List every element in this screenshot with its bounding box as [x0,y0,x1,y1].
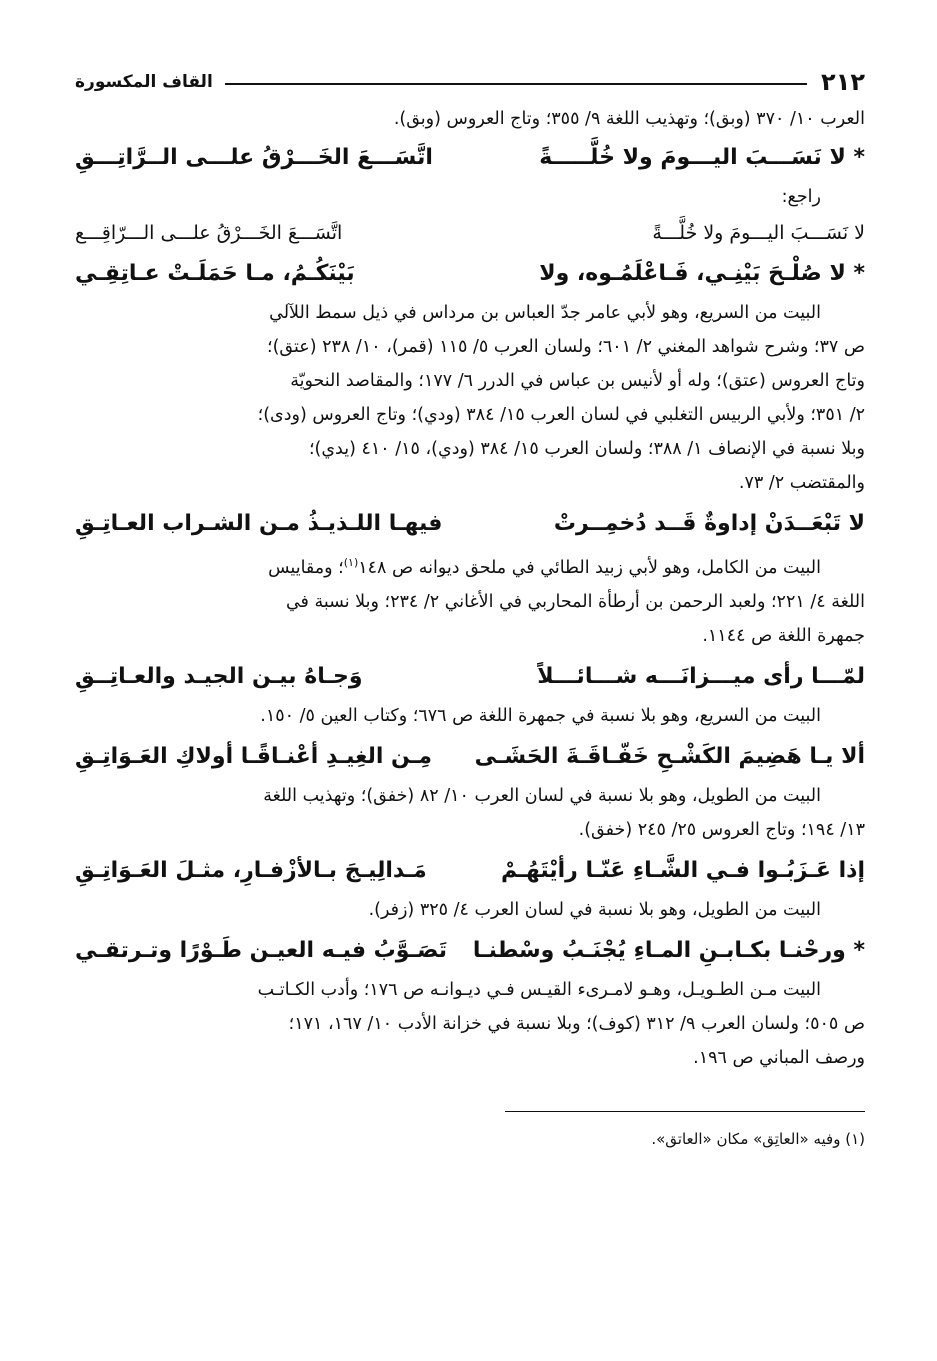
verse-2-first-hemistich: لا نَسَـــبَ اليـــومَ ولا خُلَّـــةً [652,222,865,244]
verse-3-first-hemistich: * لا صُلْـحَ بَيْنِـي، فَـاعْلَمُـوه، ولا [539,261,865,286]
verse-2 [75,214,865,252]
page-header [75,62,865,102]
verse-5-first-hemistich: لمّـــا رأى ميـــزانَـــه شـــائـــلاً [537,663,865,689]
commentary-line: ١٣/ ١٩٤؛ وتاج العروس ٢٥/ ٢٤٥ (خفق). [578,819,865,840]
verse-7 [75,849,865,893]
footnote-marker: (١) [343,556,359,569]
commentary-line [75,546,865,585]
verse-3-second-hemistich: بَيْنَكُـمُ، مـا حَمَلَـتْ عـاتِقِـي [75,261,355,286]
verse-8-first-hemistich: * ورحْنـا بكـابـنِ المـاءِ يُجْنَـبُ وسْطنـا [472,937,865,963]
verse-8 [75,929,865,973]
verse-6 [75,735,865,779]
verse-8-second-hemistich: تَصَـوَّبُ فيـه العيـن طَـوْرًا وتـرتقـي [75,937,448,963]
verse-7-second-hemistich: مَـدالِيـجَ بـالأزْفـارِ، مثـلَ العَـوَاتِـقِ [75,857,427,883]
verse-1-first-hemistich: * لا نَسَـــبَ اليـــومَ ولا خُلَّـــــةً [539,145,865,170]
verse-6-first-hemistich: ألا يـا هَضِيمَ الكَشْـحِ خَفّـاقَـةَ الحَشَـى [474,743,865,769]
commentary-text: البيت من الكامل، وهو لأبي زبيد الطائي في ملحق ديوانه ص ١٤٨ [358,557,821,578]
commentary-line: البيت من الطويل، وهو بلا نسبة في لسان العرب ٤/ ٣٢٥ (زفر). [368,899,821,920]
commentary-line: اللغة ٤/ ٢٢١؛ ولعبد الرحمن بن أرطأة المحاربي في الأغاني ٢/ ٢٣٤؛ وبلا نسبة في [285,591,865,612]
commentary-line: وبلا نسبة في الإنصاف ١/ ٣٨٨؛ ولسان العرب ١٥/ ٣٨٤ (ودي)، ١٥/ ٤١٠ (يدي)؛ [308,439,865,459]
commentary-line: والمقتضب ٢/ ٧٣. [738,473,865,493]
commentary-line: البيت من السريع، وهو بلا نسبة في جمهرة اللغة ص ٦٧٦؛ وكتاب العين ٥/ ١٥٠. [260,705,821,726]
commentary-line: جمهرة اللغة ص ١١٤٤. [702,625,865,646]
header-rule [225,83,807,85]
commentary-line: ص ٣٧؛ وشرح شواهد المغني ٢/ ٦٠١؛ ولسان العرب ٥/ ١١٥ (قمر)، ١٠/ ٢٣٨ (عتق)؛ [267,337,865,357]
footnote: (١) وفيه «العاتِق» مكان «العاتق». [651,1129,865,1148]
commentary-text: ؛ ومقاييس [268,557,344,578]
commentary-3 [75,296,865,500]
commentary-line: ص ٥٠٥؛ ولسان العرب ٩/ ٣١٢ (كوف)؛ وبلا نسبة في خزانة الأدب ١٠/ ١٦٧، ١٧١؛ [288,1013,865,1034]
reference-label: راجع: [781,187,821,207]
commentary-line: البيت من الطويل، وهو بلا نسبة في لسان العرب ١٠/ ٨٢ (خفق)؛ وتهذيب اللغة [263,785,821,806]
commentary-4 [75,546,865,653]
running-title: القاف المكسورة [75,72,213,92]
verse-4-second-hemistich: فيهـا اللـذيـذُ مـن الشـراب العـاتِـقِ [75,511,443,536]
commentary-line: ورصف المباني ص ١٩٦. [693,1047,865,1068]
footnote-rule [505,1111,865,1112]
commentary-line: البيت من السريع، وهو لأبي عامر جدّ العباس بن مرداس في ذيل سمط اللآلي [269,303,821,323]
verse-1 [75,136,865,180]
commentary-7 [75,893,865,927]
verse-3 [75,252,865,296]
verse-4 [75,502,865,546]
verse-7-first-hemistich: إذا عَـزَبُـوا فـي الشَّـاءِ عَنّـا رأيْتَهُـمْ [501,857,865,883]
commentary-line: وتاج العروس (عتق)؛ وله أو لأنيس بن عباس في الدرر ٦/ ١٧٧؛ والمقاصد النحويّة [290,371,865,391]
commentary-5 [75,699,865,733]
verse-2-second-hemistich: اتَّسَـــعَ الخَـــرْقُ علـــى الـــرّاقِـــع [75,222,343,244]
book-page [75,62,865,1152]
verse-6-second-hemistich: مِـن الغِيـدِ أعْنـاقًـا أولاكِ العَـوَاتِـقِ [75,743,432,769]
commentary-line: البيت مـن الطـويـل، وهـو لامـرىء القيـس فـي ديـوانـه ص ١٧٦؛ وأدب الكـاتـب [257,979,821,1000]
verse-5 [75,655,865,699]
commentary-8 [75,973,865,1075]
commentary-line: ٢/ ٣٥١؛ ولأبي الربيس التغلبي في لسان العرب ١٥/ ٣٨٤ (ودي)؛ وتاج العروس (ودى)؛ [257,405,865,425]
verse-5-second-hemistich: وَجـاهُ بيـن الجيـد والعـاتِــقِ [75,663,363,689]
commentary-6 [75,779,865,847]
page-number: ٢١٢ [821,68,865,96]
verse-1-second-hemistich: اتَّسَـــعَ الخَـــرْقُ علـــى الــرَّاتِـــقِ [75,145,433,170]
verse-4-first-hemistich: لا تَبْعَــدَنْ إداوةٌ قَــد دُخمِــرتْ [553,511,865,536]
opening-line: العرب ١٠/ ٣٧٠ (وبق)؛ وتهذيب اللغة ٩/ ٣٥٥؛ وتاج العروس (وبق). [393,109,865,129]
